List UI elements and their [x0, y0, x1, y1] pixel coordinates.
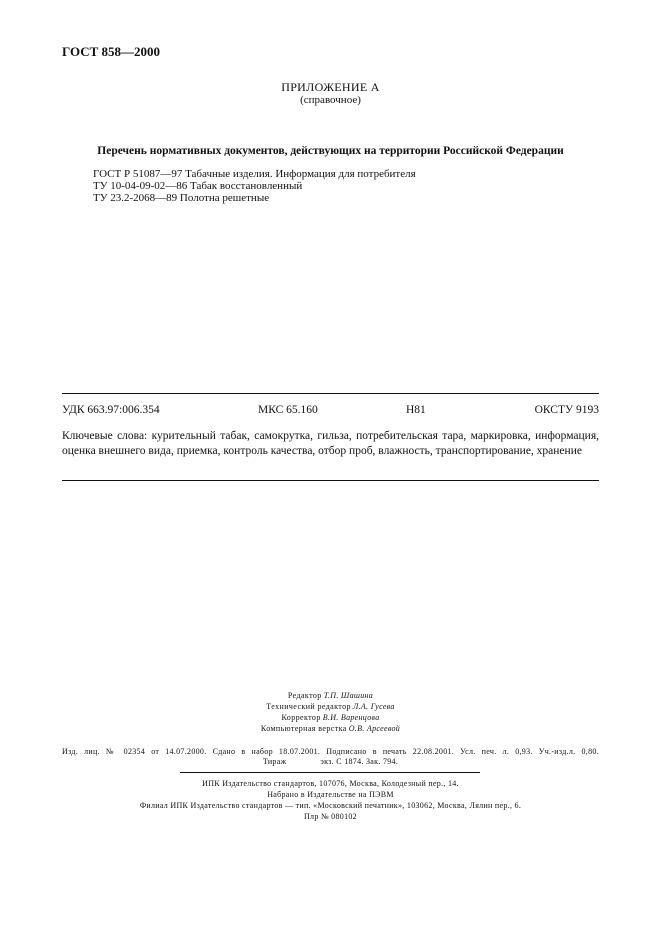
publishing-info-line2: [0, 757, 661, 766]
imprint-block: [0, 778, 661, 822]
credit-name: О.В. Арсеевой: [348, 724, 401, 733]
mks-code: МКС 65.160: [258, 404, 318, 416]
credit-line: [0, 690, 661, 701]
credit-line: [0, 701, 661, 712]
credits-block: [0, 690, 661, 734]
doc-list: [93, 168, 416, 204]
h-code: H81: [406, 404, 426, 416]
divider-imprint: [180, 772, 480, 773]
appendix-title: ПРИЛОЖЕНИЕ А: [281, 80, 380, 94]
credit-role: Технический редактор: [266, 702, 351, 711]
credit-line: [0, 723, 661, 734]
doc-list-item: ТУ 10-04-09-02—86 Табак восстановленный: [93, 180, 303, 192]
publishing-details: экз. С 1874. Зак. 794.: [320, 757, 399, 766]
credit-role: Редактор: [287, 691, 322, 700]
credit-name: Л.А. Гусева: [352, 702, 395, 711]
imprint-line: ИПК Издательство стандартов, 107076, Москва, Колодезный пер., 14.: [202, 779, 459, 788]
doc-list-item: ГОСТ Р 51087—97 Табачные изделия. Информация для потребителя: [93, 168, 416, 180]
keywords: Ключевые слова: курительный табак, самокрутка, гильза, потребительская тара, маркировка, информация, оценка внешнего вида, приемка, контроль качества, отбор проб, влажность, транспортирование, хранение: [62, 430, 599, 457]
credit-role: Корректор: [281, 713, 321, 722]
imprint-line: Набрано в Издательстве на ПЭВМ: [267, 790, 394, 799]
credit-name: В.И. Варенцова: [322, 713, 380, 722]
credit-role: Компьютерная верстка: [260, 724, 347, 733]
tirazh-label: Тираж: [262, 757, 287, 766]
doc-list-item: ТУ 23.2-2068—89 Полотна решетные: [93, 192, 270, 204]
page-header-standard: ГОСТ 858—2000: [62, 44, 161, 59]
doc-list-title: Перечень нормативных документов, действующих на территории Российской Федерации: [97, 145, 564, 157]
credit-line: [0, 712, 661, 723]
appendix-subtitle: (справочное): [300, 94, 361, 106]
imprint-line: Плр № 080102: [303, 812, 357, 821]
okstu-code: ОКСТУ 9193: [534, 404, 599, 416]
divider-top: [62, 393, 599, 394]
credit-name: Т.П. Шашина: [323, 691, 374, 700]
publishing-info-line1: Изд. лиц. № 02354 от 14.07.2000. Сдано в набор 18.07.2001. Подписано в печать 22.08.2001. Усл. печ. л. 0,93. Уч.-изд.л. 0,80.: [62, 747, 599, 756]
divider-bottom: [62, 480, 599, 481]
udk-code: УДК 663.97:006.354: [62, 404, 160, 416]
imprint-line: Филиал ИПК Издательство стандартов — тип. «Московский печатник», 103062, Москва, Лялин пер., 6.: [139, 801, 522, 810]
